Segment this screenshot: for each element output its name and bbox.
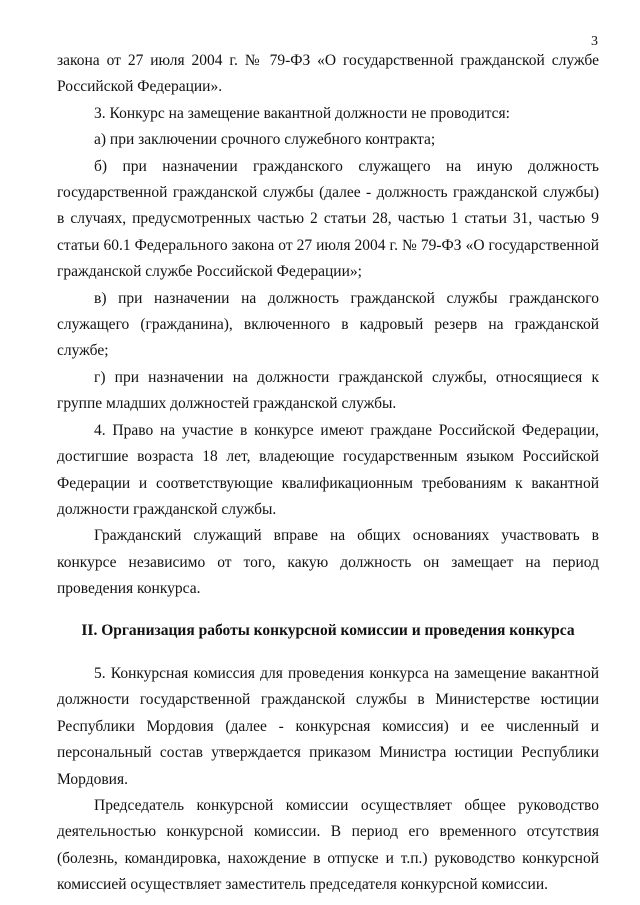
paragraph-item-3b: б) при назначении гражданского служащего на иную должность государственной гражданской службы (далее - должность гражданской службы) в случаях, предусмотренных частью 2 статьи 28, частью 1 статьи 31, частью 9 статьи 60.1 Федерального закона от 27 июля 2004 г. № 79-ФЗ «О государственной гражданской службе Российской Федерации»; <box>57 157 599 281</box>
page-number: 3 <box>591 34 598 49</box>
paragraph-continuation: закона от 27 июля 2004 г. № 79-ФЗ «О государственной гражданской службе Российской Федерации». <box>57 52 599 96</box>
paragraph-item-3: 3. Конкурс на замещение вакантной должности не проводится: <box>94 104 510 122</box>
document-body <box>57 48 599 899</box>
paragraph-item-5: 5. Конкурсная комиссия для проведения конкурса на замещение вакантной должности государственной гражданской службы в Министерстве юстиции Республики Мордовия (далее - конкурсная комиссия) и ее численный и персональный состав утверждается приказом Министра юстиции Республики Мордовия. <box>57 664 599 788</box>
section-heading: II. Организация работы конкурсной комиссии и проведения конкурса <box>81 621 575 639</box>
paragraph-item-3g: г) при назначении на должности гражданской службы, относящиеся к группе младших должностей гражданской службы. <box>57 368 599 413</box>
paragraph-item-3v: в) при назначении на должность гражданской службы гражданского служащего (гражданина), включенного в кадровый резерв на гражданской службе; <box>57 289 599 360</box>
paragraph-item-4: 4. Право на участие в конкурсе имеют граждане Российской Федерации, достигшие возраста 18 лет, владеющие государственным языком Российской Федерации и соответствующие квалификационным требованиям к вакантной должности гражданской службы. <box>57 421 599 518</box>
paragraph-civil-servant: Гражданский служащий вправе на общих основаниях участвовать в конкурсе независимо от того, какую должность он замещает на период проведения конкурса. <box>57 527 599 598</box>
paragraph-item-3a: а) при заключении срочного служебного контракта; <box>94 131 436 149</box>
paragraph-chairman: Председатель конкурсной комиссии осуществляет общее руководство деятельностью конкурсной комиссии. В период его временного отсутствия (болезнь, командировка, нахождение в отпуске и т.п.) руководство конкурсной комиссией осуществляет заместитель председателя конкурсной комиссии. <box>57 796 599 894</box>
